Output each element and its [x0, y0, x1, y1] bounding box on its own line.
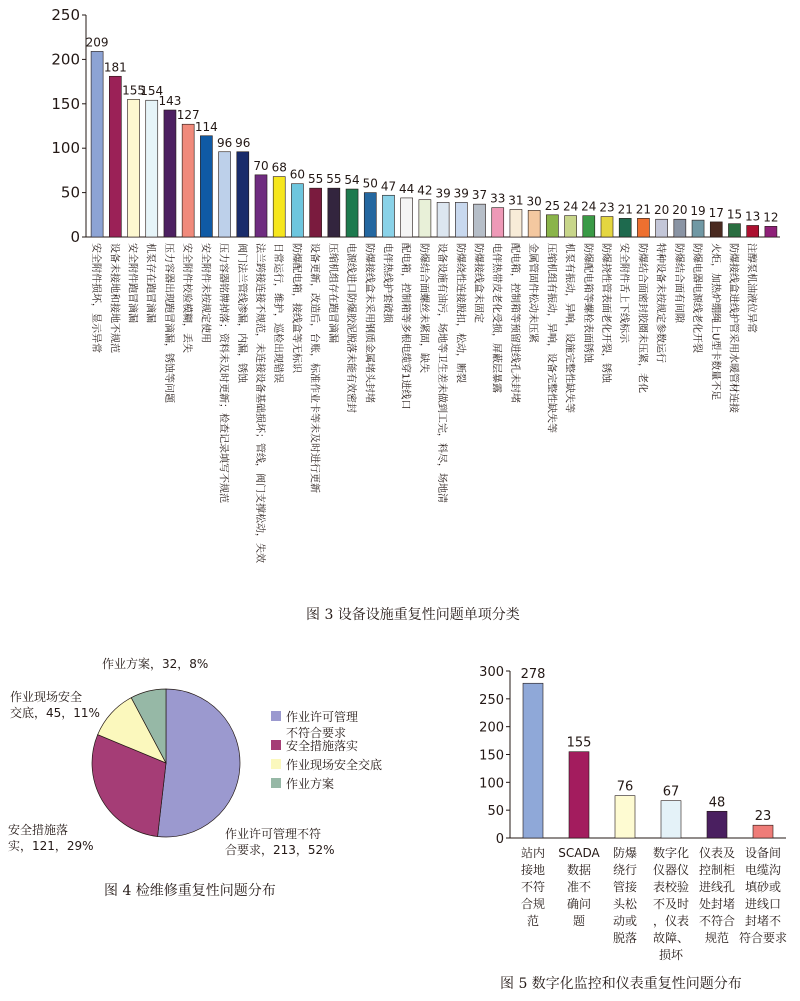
fig5-bar [569, 752, 589, 838]
fig4-legend-label: 安全措施落实 [286, 739, 359, 753]
fig3-data-label: 24 [581, 199, 597, 214]
fig3-data-label: 181 [103, 60, 127, 75]
fig5-category-label: 站内接地不符合规范 [520, 846, 546, 928]
fig4-legend-swatch [271, 740, 281, 750]
fig3-category-label: 机泵存在跑冒滴漏 [144, 243, 156, 323]
fig3-y-tick-label: 100 [51, 139, 80, 158]
fig3-data-label: 15 [726, 207, 743, 222]
fig3-category-label: 日常运行，维护，巡检出现错误 [272, 243, 284, 383]
fig3-category-label: 法兰跨接连接不规范，未连接设备基础损坏；管线，阀门支撑松动，失效 [254, 243, 265, 563]
fig3-data-label: 31 [508, 193, 524, 208]
fig5-data-label: 67 [662, 784, 680, 800]
fig3-category-label: 设备更新，改造后，台账，标准作业卡等未及时进行更新 [308, 243, 320, 493]
fig3-data-label: 12 [763, 210, 779, 225]
fig3-data-label: 25 [544, 198, 561, 213]
fig3-y-tick-label: 0 [70, 228, 80, 246]
fig3-category-label: 防爆接线盒进线护管采用水暖管材连接 [727, 243, 739, 413]
fig3-data-label: 96 [216, 135, 233, 150]
fig5-category-label: 防爆绕行管接头松动或脱落 [612, 846, 638, 945]
fig3-data-label: 155 [122, 83, 145, 98]
fig5-data-label: 23 [754, 809, 772, 825]
fig3-data-label: 20 [672, 203, 688, 218]
fig3-data-label: 96 [235, 135, 251, 150]
fig4-slice-label: 安全措施落 实，121，29% [8, 823, 94, 853]
fig3-data-label: 37 [471, 188, 488, 203]
fig5-bar [707, 811, 727, 838]
fig4-legend-label: 不符合要求 [286, 726, 347, 740]
fig3-category-label: 阀门法兰管线渗漏，内漏，锈蚀 [235, 243, 247, 383]
fig3-category-label: 电源线进口防爆胶泥脱落未能有效密封 [345, 243, 357, 413]
figure-3-caption: 图 3 设备设施重复性问题单项分类 [306, 607, 520, 623]
fig3-category-label: 防爆配电箱，接线盒等无标识 [290, 243, 302, 373]
fig5-y-tick-label: 100 [479, 776, 504, 792]
fig4-legend-swatch [271, 711, 281, 721]
fig3-data-label: 154 [140, 84, 164, 99]
fig3-data-label: 33 [490, 191, 506, 206]
fig3-data-label: 21 [635, 202, 652, 217]
fig3-y-tick-label: 200 [51, 50, 80, 69]
fig4-slice-label: 作业现场安全 交底，45，11% [10, 690, 100, 720]
fig3-category-label: 防爆配电箱等螺栓表面锈蚀 [581, 243, 593, 363]
fig3-data-label: 114 [194, 119, 218, 134]
fig3-category-label: 压力容器铭牌掉落；资料未及时更新；检查记录填写不规范 [217, 243, 229, 503]
fig3-category-label: 配电箱，控制箱等多根电缆穿1进线口 [399, 243, 411, 410]
fig3-data-label: 13 [745, 209, 761, 224]
fig3-data-label: 20 [653, 203, 670, 218]
fig3-data-label: 44 [399, 181, 415, 196]
fig5-category-label: 仪表及控制柜进线孔处封堵不符合规范 [698, 846, 736, 945]
fig3-category-label: 设备未接地和接地不规范 [108, 243, 120, 353]
fig5-data-label: 48 [708, 795, 726, 811]
fig5-data-label: 155 [566, 735, 592, 751]
fig3-data-label: 50 [362, 176, 378, 191]
fig3-category-label: 安全附件舌上下线标示 [618, 243, 630, 343]
fig5-bar [615, 796, 635, 838]
fig5-data-label: 278 [520, 667, 546, 683]
fig3-category-label: 特种设备未按规定参数运行 [654, 243, 666, 363]
fig5-category-label: SCADA 数据准不确问题 [558, 846, 600, 928]
fig4-legend-label: 作业方案 [286, 777, 335, 791]
fig3-category-label: 压缩机组存在跑冒滴漏 [326, 243, 338, 343]
fig3-data-label: 60 [289, 167, 306, 182]
fig3-category-label: 防爆电器电源线老化开裂 [691, 243, 703, 353]
fig3-category-label: 火炬，加热炉绷绳上U型卡数量不足 [709, 243, 721, 401]
fig5-y-tick-label: 50 [487, 804, 504, 820]
fig3-category-label: 压缩机组有振动，异响，设备完整性缺失等 [545, 243, 557, 433]
fig3-y-tick-label: 150 [51, 94, 80, 113]
fig3-category-label: 防爆结合面螺丝未紧固，缺失 [417, 243, 429, 374]
fig5-y-tick-label: 250 [479, 692, 504, 708]
fig3-category-label: 配电箱，控制箱等预留进线孔未封堵 [508, 243, 520, 404]
fig3-y-tick-label: 50 [60, 183, 80, 202]
fig5-bar [753, 825, 773, 838]
fig3-category-label: 电伴热线护套破损 [381, 243, 393, 323]
fig3-data-label: 55 [307, 172, 324, 187]
fig3-data-label: 68 [271, 160, 287, 175]
fig3-category-label: 防爆接线盒未固定 [472, 243, 484, 323]
fig3-data-label: 47 [380, 179, 397, 194]
figure-5-caption: 图 5 数字化监控和仪表重复性问题分布 [500, 976, 742, 992]
fig3-data-label: 70 [253, 158, 269, 173]
fig5-y-tick-label: 300 [479, 665, 504, 680]
fig3-data-label: 17 [708, 205, 724, 220]
fig3-data-label: 143 [158, 94, 182, 109]
fig5-y-tick-label: 200 [479, 720, 504, 736]
fig3-data-label: 39 [435, 186, 451, 201]
fig3-category-label: 防爆接线盒未采用钢质金属堵头封堵 [363, 243, 375, 404]
fig3-category-label: 安全附件损坏，显示异常 [90, 243, 102, 353]
fig3-data-label: 209 [85, 35, 109, 50]
fig3-category-label: 设备设施有油污，场地等卫生差未做到工完，料尽，场地清 [436, 243, 448, 503]
fig4-slice-label: 作业许可管理不符 合要求，213，52% [225, 827, 335, 857]
fig3-data-label: 21 [617, 202, 633, 217]
fig3-data-label: 23 [599, 200, 615, 215]
fig4-slice-label: 作业方案，32，8% [102, 657, 209, 671]
fig3-data-label: 19 [690, 204, 706, 219]
fig3-y-tick-label: 250 [51, 6, 80, 24]
fig3-category-label: 金属管固件松动未压紧 [527, 243, 539, 343]
fig3-category-label: 安全附件未按规定使用 [199, 243, 211, 343]
fig3-category-label: 安全附件跑冒滴漏 [126, 243, 138, 323]
fig4-legend-swatch [271, 778, 281, 788]
fig3-category-label: 电伴热带皮老化受损，屏蔽层暴露 [490, 243, 502, 393]
fig4-legend-swatch [271, 759, 281, 769]
fig3-category-label: 安全附件校验模糊，丢失 [181, 243, 193, 353]
fig5-category-label: 设备间电缆沟填砂或进线口封堵不符合要求 [738, 846, 788, 945]
fig3-data-label: 127 [176, 108, 200, 123]
fig5-category-label: 数字化仪器仪表校验不及时，仪表故障、损坏 [652, 846, 690, 962]
fig3-category-label: 机泵有振动，异响，设施完整性缺失等 [563, 243, 575, 413]
fig3-data-label: 55 [326, 172, 342, 187]
fig3-category-label: 防爆结合面密封胶圈未压紧，老化 [636, 243, 648, 393]
fig3-data-label: 39 [453, 186, 469, 201]
fig5-data-label: 76 [616, 779, 634, 795]
fig3-data-label: 30 [526, 194, 542, 209]
fig3-data-label: 42 [417, 183, 433, 198]
fig5-y-tick-label: 150 [479, 748, 504, 764]
fig5-y-tick-label: 0 [495, 832, 504, 847]
fig3-category-label: 防爆挠性管表面老化开裂，锈蚀 [600, 243, 611, 383]
fig3-category-label: 注醇泵机油液位异常 [745, 243, 757, 333]
figure-4-caption: 图 4 检维修重复性问题分布 [104, 883, 276, 899]
fig3-data-label: 24 [562, 199, 579, 214]
fig3-category-label: 防爆绕性连接脱扣，松动，断裂 [454, 243, 466, 383]
fig5-bar [523, 683, 543, 838]
fig4-legend-label: 作业现场安全交底 [286, 758, 383, 772]
fig4-legend-label: 作业许可管理 [286, 710, 359, 724]
fig5-bar [661, 801, 681, 838]
fig3-data-label: 54 [344, 173, 360, 188]
fig3-category-label: 防爆结合面有间隙 [672, 243, 684, 323]
fig3-category-label: 压力容器出现跑冒滴漏，锈蚀等问题 [162, 243, 174, 403]
